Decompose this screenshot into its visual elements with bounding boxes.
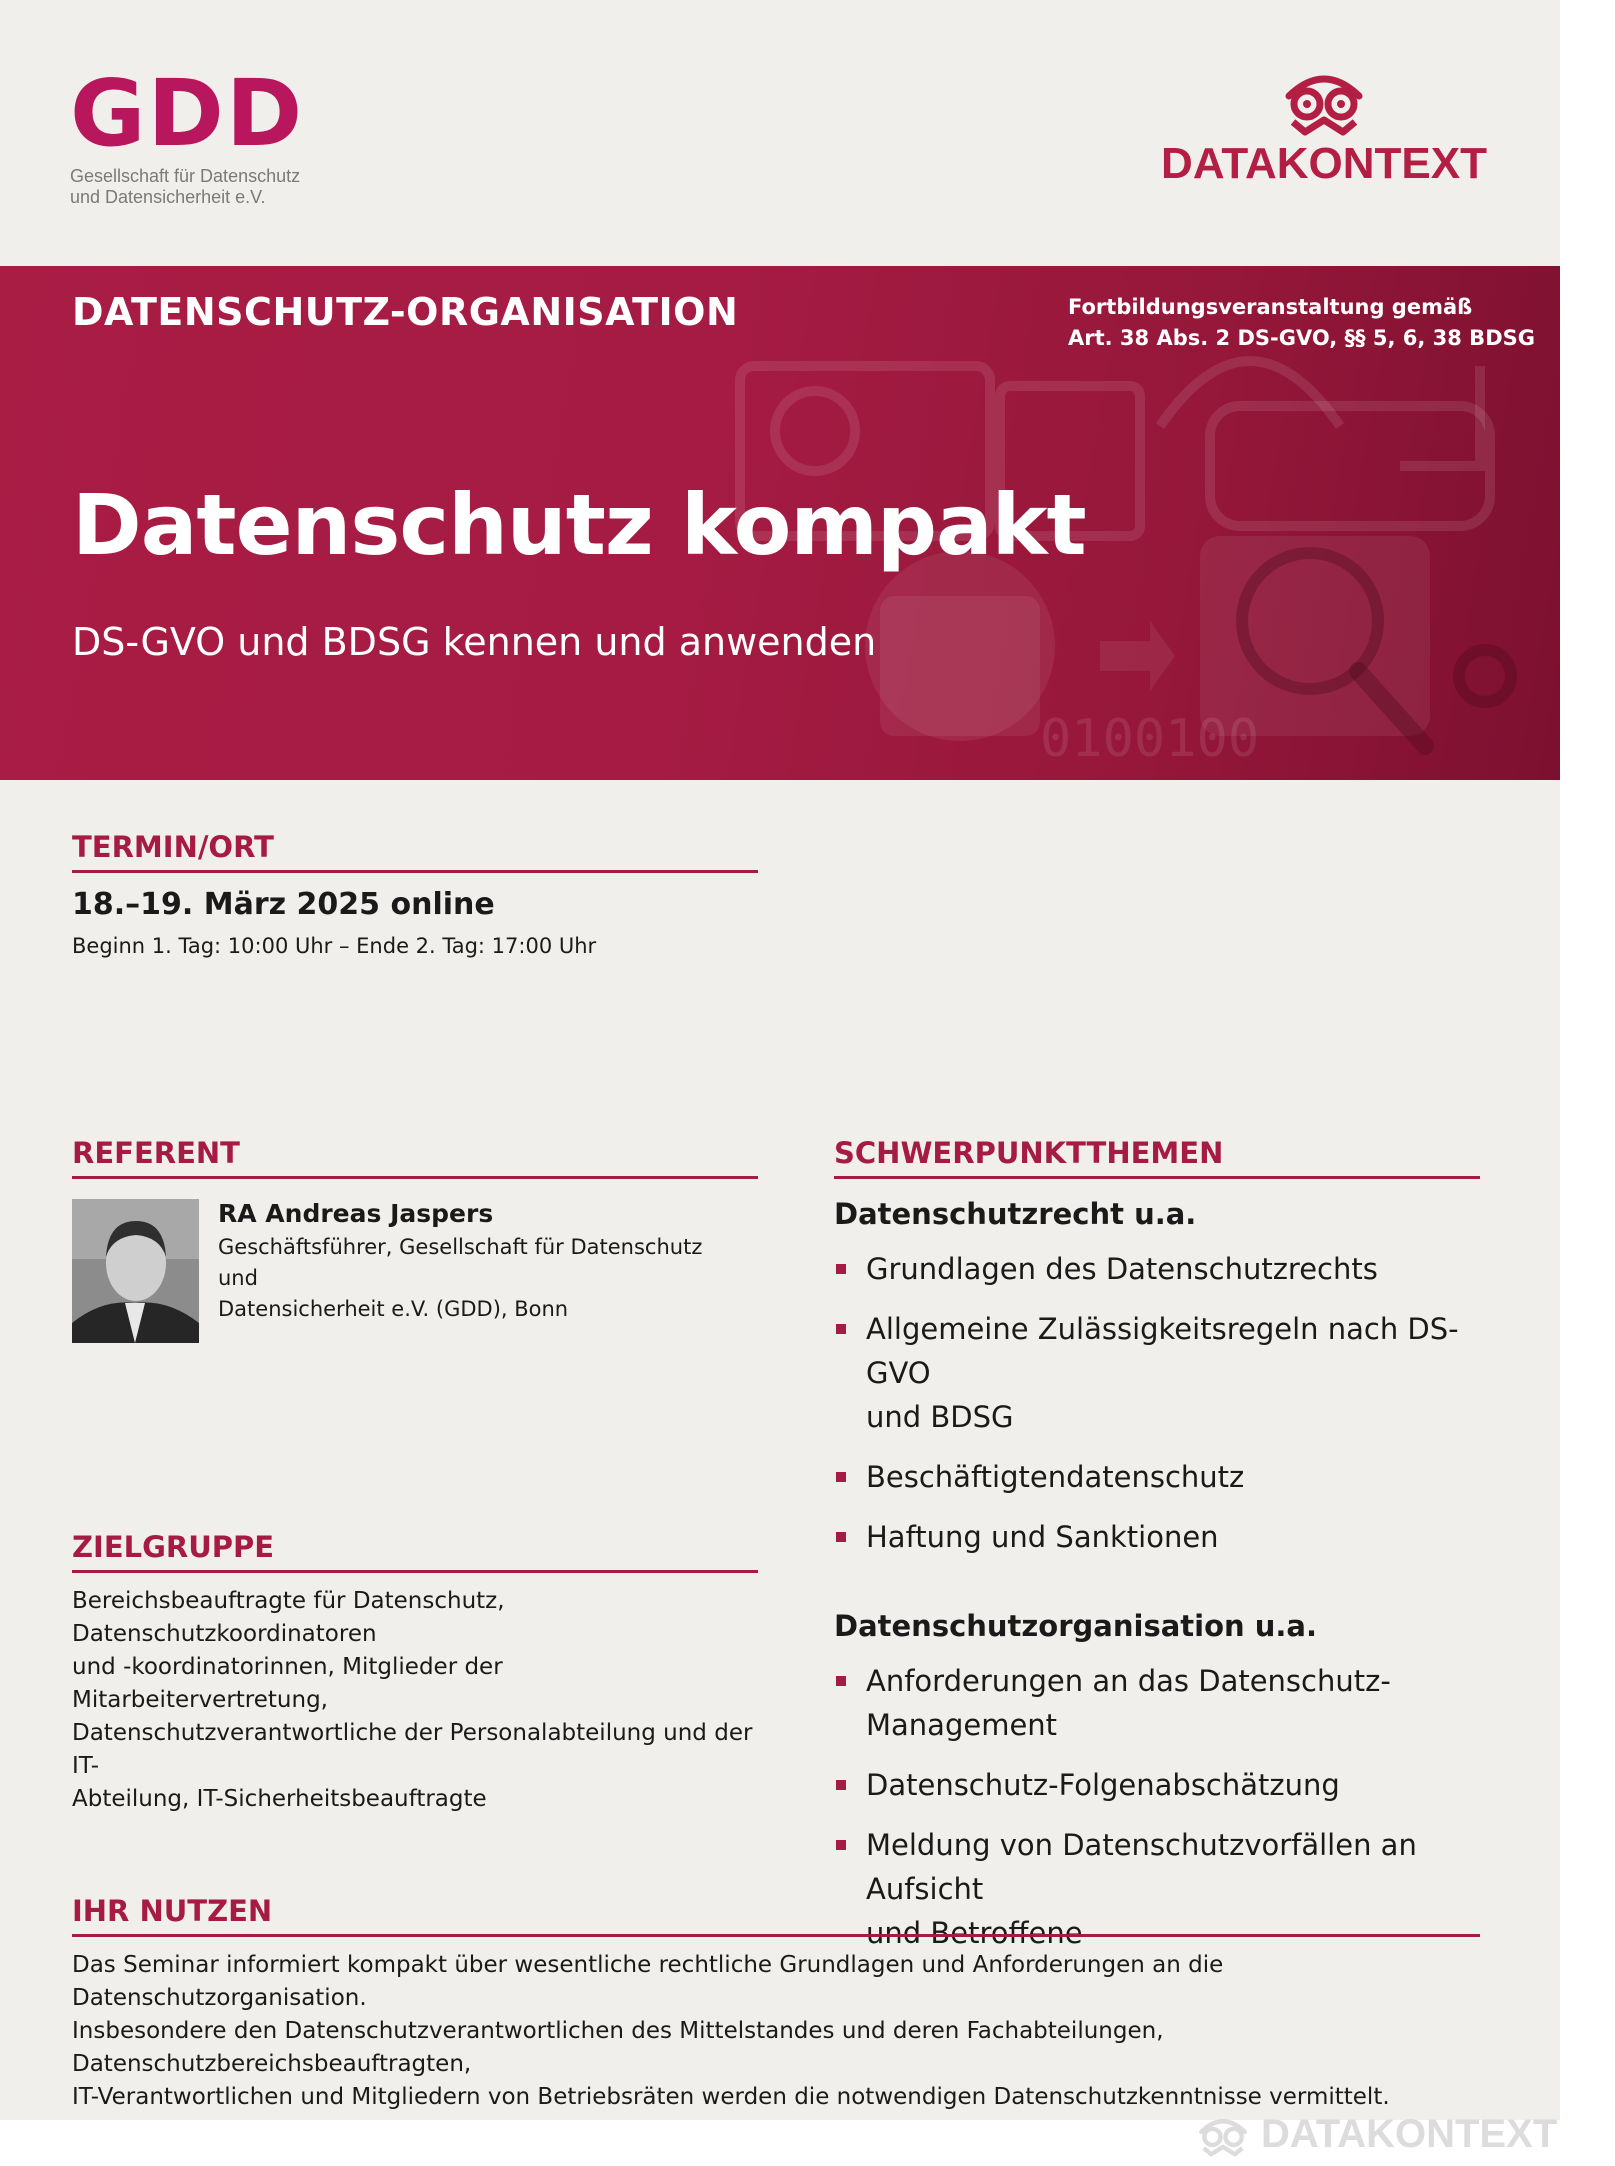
nutzen-section xyxy=(72,1894,1480,2114)
zielgruppe-line1: Bereichsbeauftragte für Datenschutz, Datenschutzkoordinatoren xyxy=(72,1588,505,1647)
list-item: Beschäftigtendatenschutz xyxy=(834,1455,1480,1499)
banner-category: DATENSCHUTZ-ORGANISATION xyxy=(72,290,739,334)
banner-note-line2: Art. 38 Abs. 2 DS-GVO, §§ 5, 6, 38 BDSG xyxy=(1068,326,1535,350)
referent-photo xyxy=(72,1199,199,1343)
bullet-square-icon xyxy=(836,1472,846,1482)
nutzen-line1: Das Seminar informiert kompakt über wesentliche rechtliche Grundlagen und Anforderungen an die Datenschutzorganisation. xyxy=(72,1952,1224,2011)
referent-row xyxy=(72,1199,758,1343)
banner-note-line1: Fortbildungsveranstaltung gemäß xyxy=(1068,295,1473,319)
gdd-tagline-line1: Gesellschaft für Datenschutz xyxy=(70,166,301,186)
nutzen-line3: IT-Verantwortlichen und Mitgliedern von Betriebsräten werden die notwendigen Datenschutzkenntnisse vermittelt. xyxy=(72,2084,1390,2110)
bullet-square-icon xyxy=(836,1264,846,1274)
gdd-logo xyxy=(70,60,305,208)
themen-group-title: Datenschutzorganisation u.a. xyxy=(834,1609,1317,1643)
termin-heading: TERMIN/ORT xyxy=(72,830,758,873)
list-item: Grundlagen des Datenschutzrechts xyxy=(834,1247,1480,1291)
bullet-square-icon xyxy=(836,1324,846,1334)
termin-time: Beginn 1. Tag: 10:00 Uhr – Ende 2. Tag: 17:00 Uhr xyxy=(72,934,597,958)
footer-logo xyxy=(1195,2112,1557,2157)
page-subtitle: DS-GVO und BDSG kennen und anwenden xyxy=(72,620,877,664)
banner-binary-text: 0100100 xyxy=(1040,709,1260,769)
gdd-tagline xyxy=(70,166,304,208)
zielgruppe-line2: und -koordinatorinnen, Mitglieder der Mitarbeitervertretung, xyxy=(72,1654,503,1713)
nutzen-text xyxy=(72,1949,1480,2114)
themen-list xyxy=(834,1247,1480,1559)
list-item: Datenschutz-Folgenabschätzung xyxy=(834,1763,1480,1807)
zielgruppe-section xyxy=(72,1530,758,1816)
termin-section xyxy=(72,830,758,958)
zielgruppe-text xyxy=(72,1585,758,1816)
bullet-square-icon xyxy=(836,1532,846,1542)
gdd-logo-wordmark: GDD xyxy=(70,60,305,167)
zielgruppe-line3: Datenschutzverantwortliche der Personalabteilung und der IT- xyxy=(72,1720,753,1779)
themen-group-title: Datenschutzrecht u.a. xyxy=(834,1197,1197,1231)
list-item: Anforderungen an das Datenschutz-Management xyxy=(834,1659,1480,1747)
bullet-square-icon xyxy=(836,1840,846,1850)
schwerpunktthemen-section xyxy=(834,1136,1480,1971)
themen-heading: SCHWERPUNKTTHEMEN xyxy=(834,1136,1480,1179)
banner-certification-note xyxy=(1068,292,1535,354)
bullet-square-icon xyxy=(836,1780,846,1790)
gdd-tagline-line2: und Datensicherheit e.V. xyxy=(70,187,266,207)
hero-banner xyxy=(0,266,1560,780)
referent-name: RA Andreas Jaspers xyxy=(218,1199,494,1228)
referent-portrait xyxy=(72,1199,199,1343)
zielgruppe-line4: Abteilung, IT-Sicherheitsbeauftragte xyxy=(72,1786,487,1812)
list-item: Meldung von Datenschutzvorfällen an Aufsicht und Betroffene xyxy=(834,1823,1480,1955)
nutzen-heading: IHR NUTZEN xyxy=(72,1894,1480,1937)
datakontext-logo xyxy=(1158,66,1490,186)
referent-details xyxy=(218,1199,738,1325)
footer-wordmark: DATAKONTEXT xyxy=(1261,2112,1558,2156)
page-title: Datenschutz kompakt xyxy=(72,476,1086,574)
owl-icon xyxy=(1195,2113,1251,2157)
zielgruppe-heading: ZIELGRUPPE xyxy=(72,1530,758,1573)
owl-icon xyxy=(1279,66,1369,136)
bullet-square-icon xyxy=(836,1676,846,1686)
referent-section xyxy=(72,1136,758,1343)
datakontext-wordmark: DATAKONTEXT xyxy=(1161,139,1487,188)
referent-role-line1: Geschäftsführer, Gesellschaft für Datenschutz und xyxy=(218,1235,703,1290)
list-item: Allgemeine Zulässigkeitsregeln nach DS-GVO und BDSG xyxy=(834,1307,1480,1439)
list-item: Haftung und Sanktionen xyxy=(834,1515,1480,1559)
termin-date: 18.–19. März 2025 online xyxy=(72,887,495,922)
nutzen-line2: Insbesondere den Datenschutzverantwortlichen des Mittelstandes und deren Fachabteilungen, Datenschutzbereichsbeauftragten, xyxy=(72,2018,1164,2077)
referent-role-line2: Datensicherheit e.V. (GDD), Bonn xyxy=(218,1297,569,1321)
referent-heading: REFERENT xyxy=(72,1136,758,1179)
referent-role xyxy=(218,1232,738,1325)
